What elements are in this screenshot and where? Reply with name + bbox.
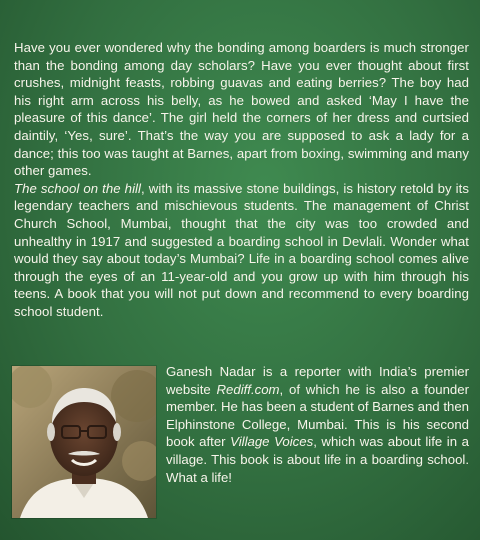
author-bio — [166, 363, 469, 486]
previous-book-title: Village Voices — [230, 434, 314, 450]
bio-text-3: , which was about life in a village. This book is about life in a boarding school. What a life! — [166, 434, 469, 485]
bio-text-1: Ganesh Nadar is a reporter with India’s premier website — [166, 364, 469, 397]
blurb-text-1: Have you ever wondered why the bonding among boarders is much stronger than the bonding among day scholars? Have you ever thought about first crushes, midnight feasts, robbing guavas and eating berries? The boy had his right arm across his belly, as he bowed and asked ‘May I have the pleasure of this dance’. The girl held the corners of her dress and curtsied daintily, ‘Yes, sure’. That’s the way you are supposed to ask a lady for a dance; this too was taught at Barnes, apart from boxing, swimming and many other games. — [14, 40, 469, 179]
author-portrait-icon — [12, 366, 156, 518]
bio-text-2: , of which he is also a founder member. He has been a student of Barnes and then Elphinstone College, Mumbai. This is his second book after — [166, 381, 469, 450]
book-title-inline: The school on the hill — [14, 180, 142, 196]
blurb-paragraph-1 — [14, 39, 469, 180]
book-blurb — [14, 39, 469, 321]
blurb-paragraph-2 — [14, 180, 469, 321]
blurb-text-2: , with its massive stone buildings, is history retold by its legendary teachers and mischievous students. The management of Christ Church School, Mumbai, thought that the city was too crowded and unhealthy in 1917 and suggested a boarding school in Devlali. Wonder what would they say about today’s Mumbai? Life in a boarding school comes alive through the eyes of an 11-year-old and you grow up with him through his teens. A book that you will not put down and recommend to every boarding school student. — [14, 180, 469, 319]
author-bio-paragraph — [166, 363, 469, 486]
website-name: Rediff.com — [216, 381, 280, 397]
author-photo — [12, 366, 156, 518]
